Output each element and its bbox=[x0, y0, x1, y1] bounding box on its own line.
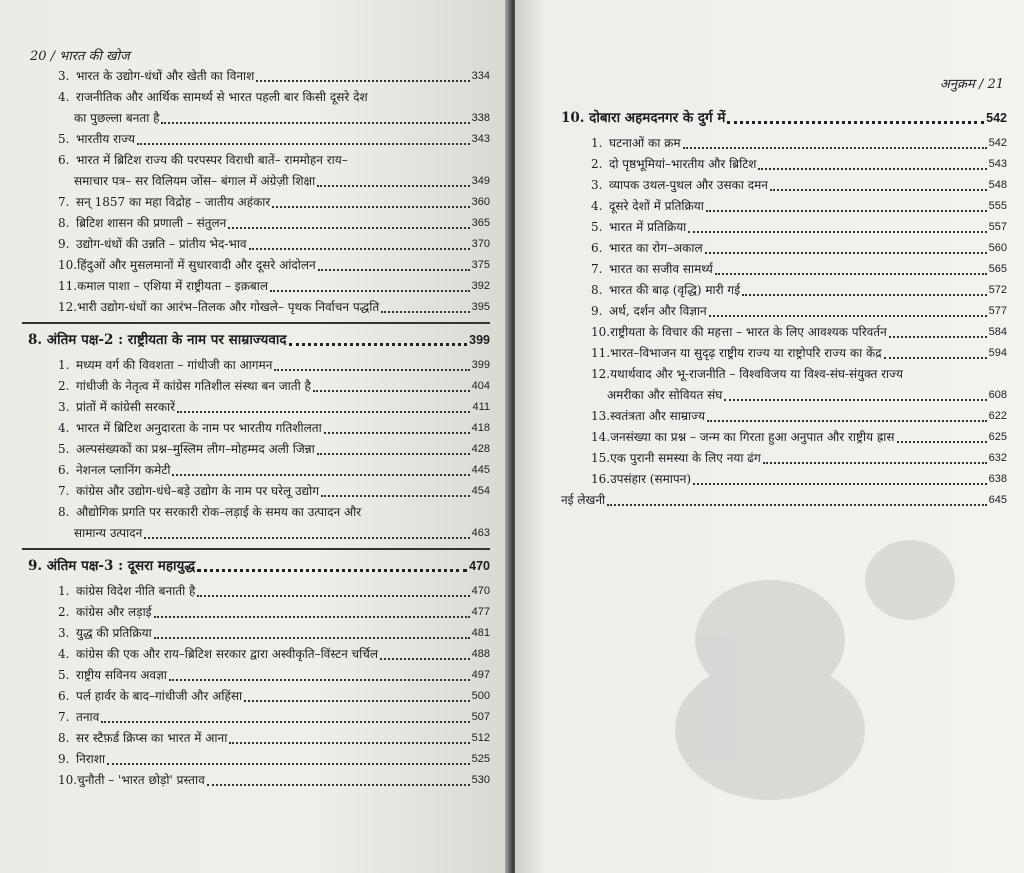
toc-entry-number: 7. bbox=[58, 195, 70, 209]
toc-entry bbox=[28, 234, 490, 255]
toc-page-number: 560 bbox=[988, 242, 1007, 254]
toc-entry-number: 3. bbox=[58, 69, 70, 83]
toc-entry-number: 4. bbox=[58, 90, 70, 104]
dot-leader bbox=[706, 210, 987, 212]
toc-entry-title: समाचार पत्र– सर विलियम जोंस– बंगाल में अंग्रेज़ी शिक्षा bbox=[74, 174, 316, 188]
toc-page-number: 370 bbox=[471, 238, 490, 250]
dot-leader bbox=[272, 206, 469, 208]
toc-page-number: 488 bbox=[471, 648, 490, 660]
toc-entry bbox=[561, 217, 1007, 238]
dot-leader bbox=[107, 763, 470, 765]
dot-leader bbox=[270, 290, 470, 292]
toc-entry-title: सन् 1857 का महा विद्रोह – जातीय अहंकार bbox=[76, 195, 271, 209]
toc-entry-number: 11. bbox=[58, 279, 78, 293]
toc-entry bbox=[28, 397, 490, 418]
dot-leader bbox=[705, 252, 987, 254]
dot-leader bbox=[758, 168, 986, 170]
toc-page-number: 399 bbox=[469, 333, 490, 347]
toc-page-number: 594 bbox=[988, 347, 1007, 359]
toc-entry-title: भारत में ब्रिटिश अनुदारता के नाम पर भारतीय गतिशीलता bbox=[76, 421, 322, 435]
toc-entry bbox=[561, 322, 1007, 343]
toc-entry bbox=[561, 196, 1007, 217]
toc-entry bbox=[28, 297, 490, 318]
toc-entry bbox=[28, 439, 490, 460]
toc-entry-number: 6. bbox=[591, 241, 603, 255]
dot-leader bbox=[381, 311, 469, 313]
toc-entry-title: दूसरे देशों में प्रतिक्रिया bbox=[609, 199, 704, 213]
toc-page-number: 577 bbox=[988, 305, 1007, 317]
toc-entry-title: ब्रिटिश शासन की प्रणाली – संतुलन bbox=[76, 216, 227, 230]
toc-page-number: 548 bbox=[988, 179, 1007, 191]
toc-entry-title: सर स्टैफ़र्ड क्रिप्स का भारत में आना bbox=[76, 731, 228, 745]
toc-entry-continuation bbox=[561, 385, 1007, 406]
toc-entry-number: 4. bbox=[591, 199, 603, 213]
toc-entry-number: 6. bbox=[58, 153, 70, 167]
toc-entry-number: 13. bbox=[591, 409, 611, 423]
toc-entry-title: व्यापक उथल-पुथल और उसका दमन bbox=[609, 178, 768, 192]
dot-leader bbox=[197, 569, 467, 572]
toc-page-number: 343 bbox=[471, 133, 490, 145]
toc-entry-number: 6. bbox=[58, 463, 70, 477]
toc-entry-number: 10. bbox=[58, 773, 78, 787]
toc-page-number: 507 bbox=[471, 711, 490, 723]
toc-entry bbox=[28, 355, 490, 376]
toc-entry bbox=[28, 686, 490, 707]
toc-entry-title: कांग्रेस की एक और राय–ब्रिटिश सरकार द्वारा अस्वीकृति–विंस्टन चर्चिल bbox=[76, 647, 379, 661]
dot-leader bbox=[101, 721, 469, 723]
dot-leader bbox=[154, 616, 470, 618]
toc-entry bbox=[561, 448, 1007, 469]
toc-page-number: 477 bbox=[471, 606, 490, 618]
toc-entry bbox=[561, 154, 1007, 175]
toc-page-number: 632 bbox=[988, 452, 1007, 464]
dot-leader bbox=[380, 658, 470, 660]
toc-entry-title: भारी उद्योग-धंधों का आरंभ–तिलक और गोखले– पृथक निर्वाचन पद्धति bbox=[77, 300, 380, 314]
toc-entry-number: 10. bbox=[591, 325, 611, 339]
toc-entry-title: राष्ट्रीय सविनय अवज्ञा bbox=[76, 668, 167, 682]
toc-entry-title: सामान्य उत्पादन bbox=[74, 526, 143, 540]
dot-leader bbox=[763, 462, 987, 464]
dot-leader bbox=[683, 147, 987, 149]
toc-entry bbox=[28, 749, 490, 770]
toc-page-number: 622 bbox=[988, 410, 1007, 422]
toc-entry-number: 10. bbox=[58, 258, 78, 272]
toc-entry-number: 9. bbox=[591, 304, 603, 318]
toc-entry bbox=[28, 418, 490, 439]
toc-page-number: 365 bbox=[471, 217, 490, 229]
toc-entry-title: हिंदुओं और मुसलमानों में सुधारवादी और दूसरे आंदोलन bbox=[77, 258, 316, 272]
dot-leader bbox=[727, 121, 984, 124]
toc-entry bbox=[28, 623, 490, 644]
toc-page-number: 463 bbox=[471, 527, 490, 539]
toc-page-number: 572 bbox=[988, 284, 1007, 296]
toc-page-number: 557 bbox=[988, 221, 1007, 233]
toc-entry-title: अर्थ, दर्शन और विज्ञान bbox=[609, 304, 707, 318]
toc-entry-title: युद्ध की प्रतिक्रिया bbox=[76, 626, 152, 640]
dot-leader bbox=[154, 637, 470, 639]
toc-entry-number: 5. bbox=[58, 668, 70, 682]
toc-entry-title: भारत–विभाजन या सुदृढ़ राष्ट्रीय राज्य या राष्ट्रोपरि राज्य का केंद्र bbox=[610, 346, 882, 360]
toc-entry bbox=[28, 728, 490, 749]
toc-entry-title: घटनाओं का क्रम bbox=[609, 136, 681, 150]
right-table-of-contents bbox=[561, 102, 1007, 511]
toc-entry-title: कांग्रेस और उद्योग-धंधे–बड़े उद्योग के नाम पर घरेलू उद्योग bbox=[76, 484, 320, 498]
dot-leader bbox=[289, 343, 468, 346]
toc-entry-number: 6. bbox=[58, 689, 70, 703]
toc-page-number: 334 bbox=[471, 70, 490, 82]
toc-entry bbox=[561, 133, 1007, 154]
toc-entry bbox=[28, 602, 490, 623]
toc-entry-number: 12. bbox=[591, 367, 611, 381]
toc-entry bbox=[561, 469, 1007, 490]
dot-leader bbox=[169, 679, 470, 681]
toc-entry-number: 7. bbox=[58, 710, 70, 724]
toc-entry-number: 8. bbox=[58, 731, 70, 745]
dot-leader bbox=[317, 185, 469, 187]
toc-entry bbox=[28, 129, 490, 150]
toc-chapter-heading bbox=[561, 108, 1007, 129]
dot-leader bbox=[889, 336, 987, 338]
toc-page-number: 525 bbox=[471, 753, 490, 765]
toc-entry bbox=[28, 707, 490, 728]
toc-entry-title: का पुछल्ला बनता है bbox=[74, 111, 160, 125]
toc-entry-title: कांग्रेस और लड़ाई bbox=[76, 605, 152, 619]
toc-entry bbox=[561, 175, 1007, 196]
dot-leader bbox=[274, 369, 469, 371]
toc-page-number: 395 bbox=[471, 301, 490, 313]
toc-entry-number: 4. bbox=[58, 647, 70, 661]
toc-page-number: 411 bbox=[472, 401, 490, 413]
toc-entry bbox=[28, 460, 490, 481]
toc-entry-continuation bbox=[28, 523, 490, 544]
dot-leader bbox=[607, 504, 987, 506]
section-divider bbox=[22, 322, 490, 324]
toc-entry bbox=[28, 481, 490, 502]
toc-entry bbox=[28, 665, 490, 686]
toc-entry-title: उपसंहार (समापन) bbox=[610, 472, 692, 486]
toc-entry bbox=[561, 280, 1007, 301]
section-divider bbox=[22, 548, 490, 550]
toc-entry-title: पर्ल हार्वर के बाद–गांधीजी और अहिंसा bbox=[76, 689, 243, 703]
dot-leader bbox=[229, 742, 469, 744]
toc-entry-number: 8. bbox=[58, 216, 70, 230]
toc-page-number: 625 bbox=[988, 431, 1007, 443]
toc-entry bbox=[28, 581, 490, 602]
toc-page-number: 481 bbox=[471, 627, 490, 639]
toc-entry bbox=[561, 343, 1007, 364]
left-running-head: 20 / भारत की खोज bbox=[30, 49, 130, 64]
toc-page-number: 445 bbox=[471, 464, 490, 476]
toc-entry-title: 10. दोबारा अहमदनगर के दुर्ग में bbox=[561, 110, 726, 126]
toc-entry-number: 15. bbox=[591, 451, 611, 465]
toc-page-number: 555 bbox=[988, 200, 1007, 212]
toc-entry-title: चुनौती – 'भारत छोड़ो' प्रस्ताव bbox=[77, 773, 205, 787]
left-table-of-contents bbox=[28, 66, 490, 791]
toc-entry bbox=[28, 376, 490, 397]
toc-page-number: 454 bbox=[471, 485, 490, 497]
dot-leader bbox=[707, 420, 987, 422]
toc-entry-title: राष्ट्रीयता के विचार की महत्ता – भारत के लिए आवश्यक परिवर्तन bbox=[610, 325, 887, 339]
toc-entry-number: 5. bbox=[58, 132, 70, 146]
toc-entry-title: भारत के उद्योग-धंधों और खेती का विनाश bbox=[76, 69, 255, 83]
toc-entry-number: 5. bbox=[58, 442, 70, 456]
toc-page-number: 512 bbox=[471, 732, 490, 744]
toc-entry-title: स्वतंत्रता और साम्राज्य bbox=[610, 409, 705, 423]
toc-page-number: 645 bbox=[988, 494, 1007, 506]
toc-entry bbox=[28, 213, 490, 234]
toc-page-number: 608 bbox=[988, 389, 1007, 401]
toc-entry-title: औद्योगिक प्रगति पर सरकारी रोक–लड़ाई के समय का उत्पादन और bbox=[76, 505, 362, 519]
toc-entry-number: 5. bbox=[591, 220, 603, 234]
toc-entry-title: राजनीतिक और आर्थिक सामर्थ्य से भारत पहली बार किसी दूसरे देश bbox=[76, 90, 368, 104]
dot-leader bbox=[172, 474, 469, 476]
toc-entry bbox=[561, 301, 1007, 322]
toc-entry bbox=[561, 427, 1007, 448]
toc-entry bbox=[28, 255, 490, 276]
toc-entry bbox=[28, 192, 490, 213]
dot-leader bbox=[144, 537, 469, 539]
toc-entry-title: कमाल पाशा – एशिया में राष्ट्रीयता – इक़बाल bbox=[77, 279, 269, 293]
toc-entry-title: कांग्रेस विदेश नीति बनाती है bbox=[76, 584, 196, 598]
toc-page-number: 399 bbox=[471, 359, 490, 371]
toc-entry bbox=[28, 770, 490, 791]
dot-leader bbox=[318, 269, 470, 271]
bleed-through-illustration bbox=[565, 540, 985, 860]
dot-leader bbox=[709, 315, 987, 317]
toc-entry-title: तनाव bbox=[76, 710, 100, 724]
dot-leader bbox=[724, 399, 986, 401]
toc-entry-number: 12. bbox=[58, 300, 78, 314]
toc-entry-number: 14. bbox=[591, 430, 611, 444]
toc-entry-title: भारत का सजीव सामर्थ्य bbox=[609, 262, 713, 276]
right-running-head: अनुक्रम / 21 bbox=[939, 77, 1004, 92]
toc-entry-title: 9. अंतिम पक्ष-3 : दूसरा महायुद्ध bbox=[28, 558, 196, 574]
toc-page-number: 543 bbox=[988, 158, 1007, 170]
dot-leader bbox=[177, 411, 470, 413]
toc-page-number: 392 bbox=[471, 280, 490, 292]
toc-page-number: 470 bbox=[469, 559, 490, 573]
toc-page-number: 565 bbox=[988, 263, 1007, 275]
toc-entry-number: 1. bbox=[58, 358, 70, 372]
dot-leader bbox=[228, 227, 469, 229]
toc-entry bbox=[561, 259, 1007, 280]
toc-page-number: 360 bbox=[471, 196, 490, 208]
dot-leader bbox=[244, 700, 470, 702]
dot-leader bbox=[256, 80, 469, 82]
toc-entry-number: 2. bbox=[591, 157, 603, 171]
dot-leader bbox=[770, 189, 987, 191]
dot-leader bbox=[137, 143, 470, 145]
dot-leader bbox=[884, 357, 987, 359]
dot-leader bbox=[321, 495, 470, 497]
toc-entry-number: 11. bbox=[591, 346, 611, 360]
toc-entry-title: 8. अंतिम पक्ष-2 : राष्ट्रीयता के नाम पर साम्राज्यवाद bbox=[28, 332, 287, 348]
toc-page-number: 530 bbox=[471, 774, 490, 786]
toc-entry-title: निराशा bbox=[76, 752, 106, 766]
toc-entry-title: नेशनल प्लानिंग कमेटी bbox=[76, 463, 171, 477]
dot-leader bbox=[688, 231, 986, 233]
toc-entry-title: भारतीय राज्य bbox=[76, 132, 136, 146]
toc-entry-title: अमरीका और सोवियत संघ bbox=[607, 388, 723, 402]
toc-entry-title: अल्पसंख्यकों का प्रश्न–मुस्लिम लीग–मोहम्मद अली जिन्ना bbox=[76, 442, 315, 456]
toc-entry-number: 7. bbox=[58, 484, 70, 498]
toc-page-number: 338 bbox=[471, 112, 490, 124]
toc-entry-title: नई लेखनी bbox=[561, 493, 606, 507]
toc-page-number: 404 bbox=[471, 380, 490, 392]
toc-entry-number: 1. bbox=[58, 584, 70, 598]
toc-entry bbox=[561, 238, 1007, 259]
dot-leader bbox=[693, 483, 987, 485]
dot-leader bbox=[313, 390, 470, 392]
toc-page-number: 375 bbox=[471, 259, 490, 271]
toc-entry-title: भारत में ब्रिटिश राज्य की परपस्पर विराधी बातें– राममोहन राय– bbox=[76, 153, 348, 167]
toc-entry bbox=[561, 364, 1007, 385]
toc-entry-number: 9. bbox=[58, 237, 70, 251]
toc-entry-number: 2. bbox=[58, 605, 70, 619]
toc-entry-continuation bbox=[28, 108, 490, 129]
dot-leader bbox=[742, 294, 987, 296]
toc-entry bbox=[28, 276, 490, 297]
toc-page-number: 542 bbox=[988, 137, 1007, 149]
dot-leader bbox=[161, 122, 469, 124]
toc-entry-title: गांधीजी के नेतृत्व में कांग्रेस गतिशील संस्था बन जाती है bbox=[76, 379, 311, 393]
toc-page-number: 500 bbox=[471, 690, 490, 702]
toc-entry bbox=[561, 406, 1007, 427]
dot-leader bbox=[207, 784, 470, 786]
toc-entry-number: 3. bbox=[58, 626, 70, 640]
toc-entry-number: 8. bbox=[58, 505, 70, 519]
toc-page-number: 428 bbox=[471, 443, 490, 455]
toc-entry-title: जनसंख्या का प्रश्न – जन्म का गिरता हुआ अनुपात और राष्ट्रीय ह्रास bbox=[610, 430, 895, 444]
dot-leader bbox=[317, 453, 470, 455]
toc-entry-number: 3. bbox=[58, 400, 70, 414]
toc-entry-title: प्रांतों में कांग्रेसी सरकारें bbox=[76, 400, 176, 414]
toc-entry bbox=[28, 87, 490, 108]
toc-entry bbox=[28, 644, 490, 665]
toc-entry bbox=[28, 66, 490, 87]
toc-entry bbox=[28, 502, 490, 523]
toc-entry-title: उद्योग-धंधों की उन्नति – प्रांतीय भेद-भाव bbox=[76, 237, 247, 251]
dot-leader bbox=[897, 441, 987, 443]
toc-entry-number: 3. bbox=[591, 178, 603, 192]
toc-entry-number: 7. bbox=[591, 262, 603, 276]
toc-entry-number: 9. bbox=[58, 752, 70, 766]
toc-entry-title: दो पृष्ठभूमियां–भारतीय और ब्रिटिश bbox=[609, 157, 757, 171]
toc-entry-continuation bbox=[28, 171, 490, 192]
toc-entry-number: 4. bbox=[58, 421, 70, 435]
toc-entry-number: 2. bbox=[58, 379, 70, 393]
toc-entry-title: यथार्थवाद और भू-राजनीति – विश्वविजय या विश्व-संघ-संयुक्त राज्य bbox=[610, 367, 903, 381]
toc-entry bbox=[561, 490, 1007, 511]
toc-entry-title: एक पुरानी समस्या के लिए नया ढंग bbox=[610, 451, 761, 465]
toc-page-number: 542 bbox=[986, 111, 1007, 125]
toc-entry-title: भारत की बाढ़ (वृद्धि) मारी गई bbox=[609, 283, 741, 297]
toc-chapter-heading bbox=[28, 330, 490, 351]
toc-chapter-heading bbox=[28, 556, 490, 577]
toc-entry-title: भारत का रोग–अकाल bbox=[609, 241, 703, 255]
toc-entry-title: भारत में प्रतिक्रिया bbox=[609, 220, 687, 234]
toc-page-number: 349 bbox=[471, 175, 490, 187]
toc-entry bbox=[28, 150, 490, 171]
toc-entry-number: 1. bbox=[591, 136, 603, 150]
dot-leader bbox=[197, 595, 469, 597]
toc-page-number: 497 bbox=[471, 669, 490, 681]
toc-entry-title: मध्यम वर्ग की विवशता – गांधीजी का आगमन bbox=[76, 358, 273, 372]
toc-page-number: 470 bbox=[471, 585, 490, 597]
dot-leader bbox=[249, 248, 470, 250]
toc-page-number: 638 bbox=[988, 473, 1007, 485]
toc-page-number: 584 bbox=[988, 326, 1007, 338]
toc-entry-number: 16. bbox=[591, 472, 611, 486]
toc-entry-number: 8. bbox=[591, 283, 603, 297]
dot-leader bbox=[715, 273, 987, 275]
toc-page-number: 418 bbox=[471, 422, 490, 434]
dot-leader bbox=[324, 432, 470, 434]
